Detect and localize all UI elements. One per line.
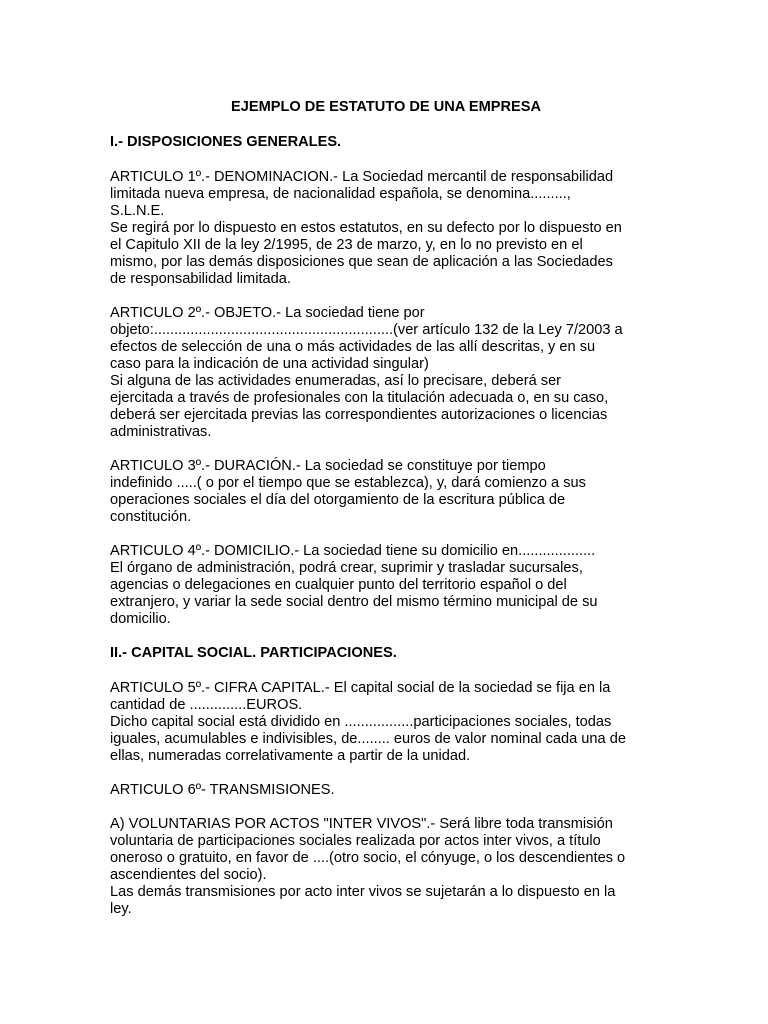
transmisiones-voluntarias-paragraph (110, 816, 662, 918)
text-line: ejercitada a través de profesionales con la titulación adecuada o, en su caso, (110, 390, 609, 406)
text-line: El órgano de administración, podrá crear, suprimir y trasladar sucursales, (110, 560, 583, 576)
text-line: ARTICULO 2º.- OBJETO.- La sociedad tiene por (110, 305, 425, 321)
text-line: objeto:...........................................................(ver artículo 132 de la Ley 7/2003 a (110, 322, 623, 338)
text-line: ARTICULO 6º- TRANSMISIONES. (110, 782, 335, 798)
articulo-5-paragraph (110, 680, 662, 765)
text-line: mismo, por las demás disposiciones que sean de aplicación a las Sociedades (110, 254, 613, 270)
text-line: caso para la indicación de una actividad singular) (110, 356, 429, 372)
section-heading-disposiciones-generales: I.- DISPOSICIONES GENERALES. (110, 134, 342, 150)
text-line: constitución. (110, 509, 192, 525)
text-line: ARTICULO 4º.- DOMICILIO.- La sociedad tiene su domicilio en................... (110, 543, 596, 559)
text-line: ARTICULO 3º.- DURACIÓN.- La sociedad se constituye por tiempo (110, 458, 546, 474)
text-line: ascendientes del socio). (110, 867, 267, 883)
text-line: extranjero, y variar la sede social dentro del mismo término municipal de su (110, 594, 598, 610)
text-line: Las demás transmisiones por acto inter vivos se sujetarán a lo dispuesto en la (110, 884, 616, 900)
text-line: deberá ser ejercitada previas las correspondientes autorizaciones o licencias (110, 407, 608, 423)
text-line: domicilio. (110, 611, 171, 627)
text-line: A) VOLUNTARIAS POR ACTOS "INTER VIVOS".- Será libre toda transmisión (110, 816, 613, 832)
text-line: ley. (110, 901, 132, 917)
text-line: voluntaria de participaciones sociales realizada por actos inter vivos, a título (110, 833, 601, 849)
text-line: el Capitulo XII de la ley 2/1995, de 23 de marzo, y, en lo no previsto en el (110, 237, 583, 253)
text-line: Dicho capital social está dividido en .................participaciones sociales, todas (110, 714, 612, 730)
text-line: Si alguna de las actividades enumeradas, así lo precisare, deberá ser (110, 373, 562, 389)
articulo-4-paragraph (110, 543, 662, 628)
articulo-2-paragraph (110, 305, 662, 441)
text-line: iguales, acumulables e indivisibles, de........ euros de valor nominal cada una de (110, 731, 626, 747)
text-line: limitada nueva empresa, de nacionalidad española, se denomina........., (110, 186, 571, 202)
articulo-1-paragraph (110, 169, 662, 288)
text-line: ARTICULO 1º.- DENOMINACION.- La Sociedad mercantil de responsabilidad (110, 169, 614, 185)
document-title: EJEMPLO DE ESTATUTO DE UNA EMPRESA (230, 99, 542, 115)
text-line: agencias o delegaciones en cualquier punto del territorio español o del (110, 577, 567, 593)
text-line: indefinido .....( o por el tiempo que se establezca), y, dará comienzo a sus (110, 475, 586, 491)
text-line: operaciones sociales el día del otorgamiento de la escritura pública de (110, 492, 566, 508)
document-content (110, 99, 662, 935)
text-line: ellas, numeradas correlativamente a partir de la unidad. (110, 748, 471, 764)
articulo-3-paragraph (110, 458, 662, 526)
text-line: ARTICULO 5º.- CIFRA CAPITAL.- El capital social de la sociedad se fija en la (110, 680, 611, 696)
text-line: administrativas. (110, 424, 212, 440)
text-line: de responsabilidad limitada. (110, 271, 291, 287)
text-line: oneroso o gratuito, en favor de ....(otro socio, el cónyuge, o los descendientes o (110, 850, 626, 866)
text-line: cantidad de ..............EUROS. (110, 697, 303, 713)
text-line: Se regirá por lo dispuesto en estos estatutos, en su defecto por lo dispuesto en (110, 220, 622, 236)
articulo-6-paragraph (110, 782, 662, 799)
section-heading-capital-social: II.- CAPITAL SOCIAL. PARTICIPACIONES. (110, 645, 397, 661)
text-line: efectos de selección de una o más actividades de las allí descritas, y en su (110, 339, 596, 355)
text-line: S.L.N.E. (110, 203, 165, 219)
